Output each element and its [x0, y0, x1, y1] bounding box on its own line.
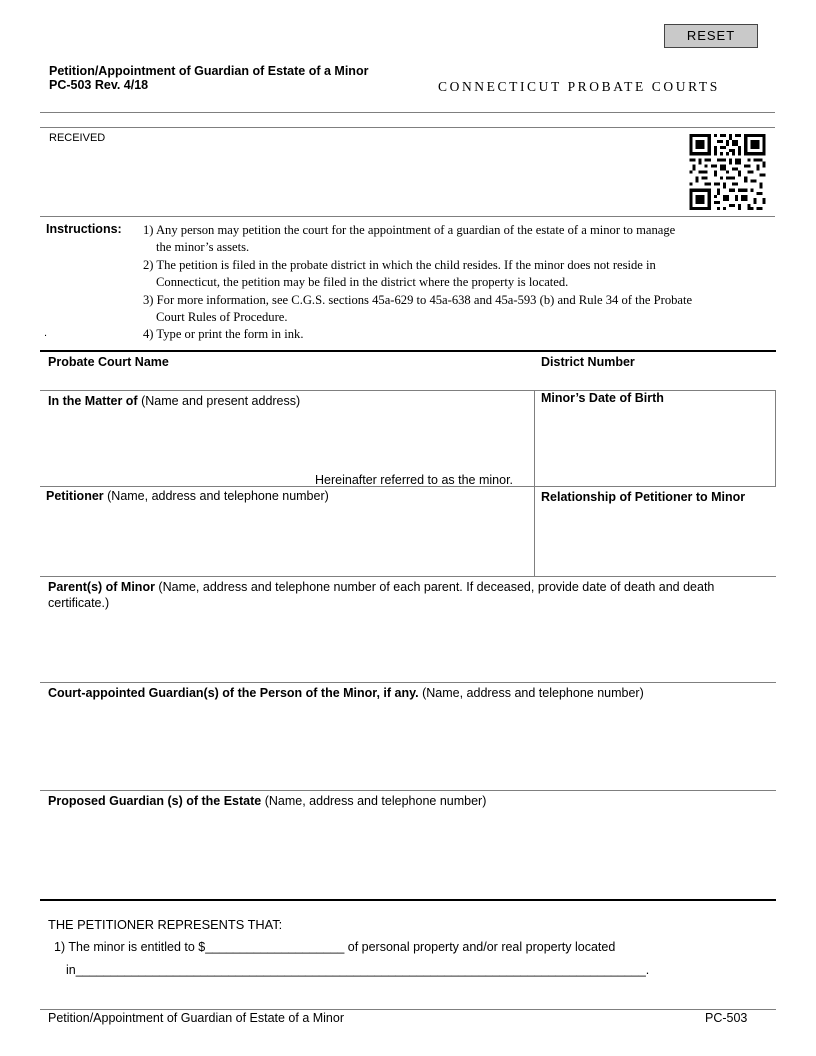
- received-top-divider: [40, 127, 775, 128]
- parents-label: Parent(s) of Minor (Name, address and telephone number of each parent. If deceased, provide date of death and death certificate.): [48, 580, 715, 610]
- in-the-matter-label: In the Matter of (Name and present address): [48, 394, 301, 408]
- proposed-guardian-label: Proposed Guardian (s) of the Estate (Name, address and telephone number): [48, 794, 487, 808]
- petitioner-label: Petitioner (Name, address and telephone number): [46, 489, 329, 503]
- represents-heading: THE PETITIONER REPRESENTS THAT:: [48, 917, 283, 932]
- instruction-item: 1) Any person may petition the court for the appointment of a guardian of the estate of a minor to manage the minor’s assets.: [143, 223, 676, 255]
- stray-dot: .: [44, 327, 48, 339]
- form-title: Petition/Appointment of Guardian of Estate of a Minor: [49, 64, 369, 78]
- probate-court-name-label: Probate Court Name: [48, 355, 169, 369]
- court-name-heading: CONNECTICUT PROBATE COURTS: [438, 79, 720, 94]
- dob-box-right-border: [775, 390, 776, 487]
- property-location-line: in__________________________________________________________________________________.: [66, 963, 650, 977]
- relationship-label: Relationship of Petitioner to Minor: [541, 490, 746, 504]
- section-divider-thick: [40, 350, 776, 352]
- proposed-guardian-field[interactable]: [44, 812, 772, 896]
- footer-code: PC-503: [705, 1011, 748, 1025]
- court-appointed-guardian-field[interactable]: [44, 704, 772, 786]
- represents-top-divider: [40, 899, 776, 901]
- entitled-amount-line: 1) The minor is entitled to $____________________ of personal property and/or real property located: [54, 940, 616, 954]
- minor-dob-field[interactable]: [538, 410, 772, 482]
- instructions-top-divider: [40, 216, 775, 217]
- minor-name-address-field[interactable]: [44, 412, 530, 470]
- guardian-bottom-divider: [40, 790, 776, 791]
- district-number-label: District Number: [541, 355, 635, 369]
- instruction-item: 3) For more information, see C.G.S. sections 45a-629 to 45a-638 and 45a-593 (b) and Rule 34 of the Probate Court Rules of Procedure.: [143, 292, 693, 325]
- relationship-field[interactable]: [538, 508, 772, 572]
- court-name-bottom-divider: [40, 390, 776, 391]
- qr-code: [689, 134, 766, 210]
- instruction-item: 4) Type or print the form in ink.: [143, 327, 304, 342]
- hereinafter-label: Hereinafter referred to as the minor.: [315, 473, 514, 487]
- column-divider: [534, 390, 535, 576]
- reset-button[interactable]: RESET: [664, 24, 758, 48]
- instructions-label: Instructions:: [46, 222, 122, 236]
- petitioner-field[interactable]: [44, 506, 530, 572]
- entitled-amount-field[interactable]: ____________________: [205, 940, 345, 954]
- minor-dob-label: Minor’s Date of Birth: [541, 391, 664, 405]
- header-divider: [40, 112, 775, 113]
- parents-bottom-divider: [40, 682, 776, 683]
- matter-bottom-divider: [40, 486, 776, 487]
- received-label: RECEIVED: [49, 132, 106, 144]
- form-code: PC-503 Rev. 4/18: [49, 78, 149, 92]
- probate-court-name-field[interactable]: [44, 372, 530, 388]
- instruction-item: 2) The petition is filed in the probate district in which the child resides. If the minor does not reside in Connecticut, the petition may be filed in the district where the property is located.: [143, 257, 656, 290]
- footer-title: Petition/Appointment of Guardian of Estate of a Minor: [48, 1011, 345, 1025]
- district-number-field[interactable]: [538, 372, 774, 388]
- footer-divider: [40, 1009, 776, 1010]
- parents-field[interactable]: [44, 614, 772, 678]
- instructions-list: [143, 222, 773, 344]
- property-location-field[interactable]: __________________________________________________________________________________: [75, 963, 646, 977]
- petitioner-bottom-divider: [40, 576, 776, 577]
- court-appointed-guardian-label: Court-appointed Guardian(s) of the Person of the Minor, if any. (Name, address and telephone number): [48, 686, 644, 700]
